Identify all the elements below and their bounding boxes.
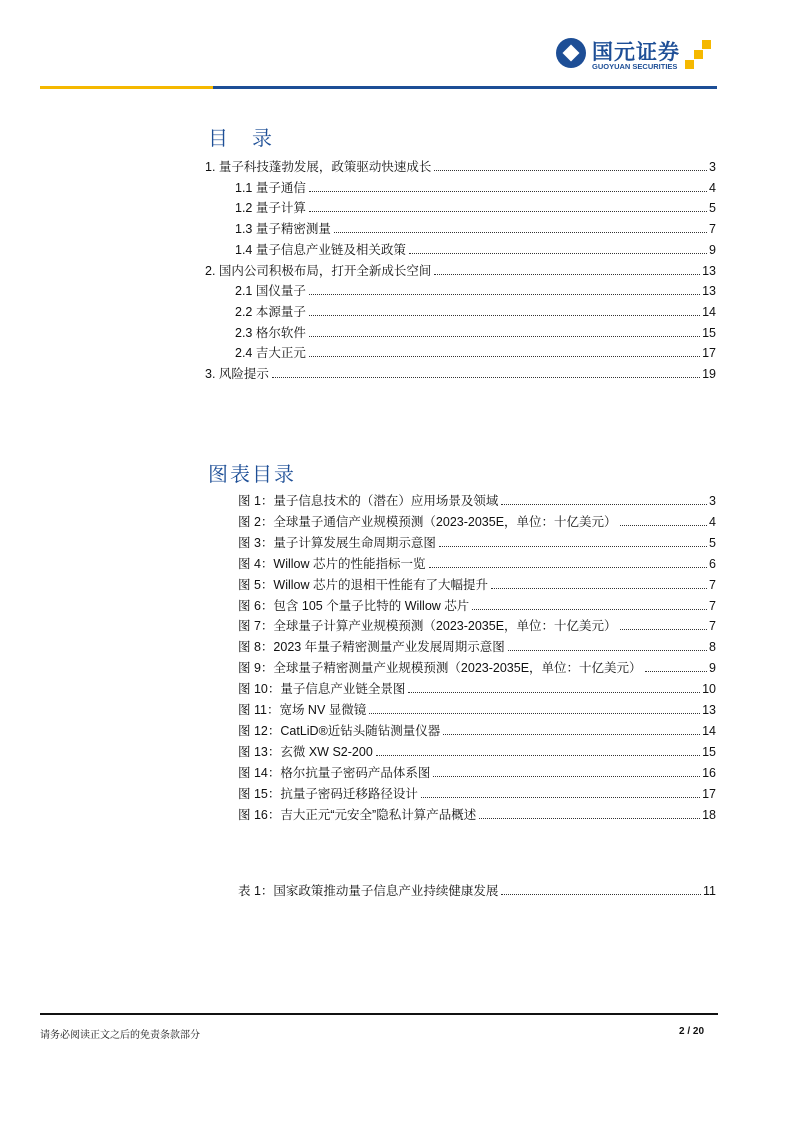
header-rule-blue	[213, 86, 717, 89]
entry-label: 2.2 本源量子	[235, 304, 306, 319]
toc-entry[interactable]	[238, 765, 716, 781]
dot-leader	[439, 546, 707, 547]
logo-square-icon	[702, 40, 711, 49]
toc-entry[interactable]	[238, 702, 716, 718]
toc-entry[interactable]	[238, 639, 716, 655]
dot-leader	[409, 253, 707, 254]
entry-page: 17	[702, 786, 716, 801]
toc-entry[interactable]	[238, 556, 716, 572]
entry-label: 1. 量子科技蓬勃发展，政策驱动快速成长	[205, 160, 432, 174]
entry-page: 15	[702, 325, 716, 340]
entry-page: 10	[702, 682, 716, 697]
toc-entry[interactable]	[238, 786, 716, 802]
dot-leader	[434, 274, 700, 275]
dot-leader	[309, 294, 700, 295]
logo-square-icon	[685, 60, 694, 69]
entry-label: 图 9：全球量子精密测量产业规模预测（2023-2035E，单位：十亿美元）	[238, 661, 642, 676]
toc-entry[interactable]	[205, 263, 716, 279]
toc-entry[interactable]	[235, 345, 716, 361]
entry-page: 14	[702, 304, 716, 319]
toc-entry[interactable]	[238, 514, 716, 530]
dot-leader	[433, 776, 700, 777]
dot-leader	[434, 170, 707, 171]
entry-label: 图 14：格尔抗量子密码产品体系图	[238, 765, 431, 780]
entry-label: 图 10：量子信息产业链全景图	[238, 682, 406, 697]
entry-label: 2.3 格尔软件	[235, 325, 306, 340]
dot-leader	[272, 377, 700, 378]
entry-label: 图 12：CatLiD®近钻头随钻测量仪器	[238, 723, 441, 738]
entry-page: 5	[709, 201, 716, 216]
entry-page: 17	[702, 346, 716, 361]
entry-page: 13	[702, 703, 716, 717]
dot-leader	[309, 191, 707, 192]
logo-cn-text: 国元证券	[592, 40, 680, 64]
entry-page: 7	[709, 619, 716, 634]
entry-page: 3	[709, 494, 716, 508]
entry-label: 图 3：量子计算发展生命周期示意图	[238, 535, 436, 550]
entry-label: 图 2：全球量子通信产业规模预测（2023-2035E，单位：十亿美元）	[238, 514, 617, 529]
toc-entry[interactable]	[235, 180, 716, 196]
entry-label: 图 7：全球量子计算产业规模预测（2023-2035E，单位：十亿美元）	[238, 619, 617, 634]
toc-entry[interactable]	[238, 807, 716, 823]
dot-leader	[501, 894, 701, 895]
dot-leader	[309, 336, 700, 337]
entry-label: 图 15：抗量子密码迁移路径设计	[238, 786, 418, 801]
entry-page: 8	[709, 640, 716, 655]
entry-page: 7	[709, 222, 716, 237]
toc-entry[interactable]	[235, 200, 716, 216]
entry-page: 6	[709, 556, 716, 571]
entry-label: 图 11：宽场 NV 显微镜	[238, 703, 367, 717]
toc-entry[interactable]	[238, 535, 716, 551]
dot-leader	[443, 734, 700, 735]
dot-leader	[309, 356, 700, 357]
entry-label: 图 16：吉大正元“元安全”隐私计算产品概述	[238, 807, 477, 822]
entry-page: 3	[709, 160, 716, 174]
dot-leader	[334, 232, 707, 233]
toc-entry[interactable]	[235, 304, 716, 320]
entry-page: 16	[702, 765, 716, 780]
toc-entry[interactable]	[235, 242, 716, 258]
dot-leader	[408, 692, 700, 693]
page-indicator: 2 / 20	[679, 1026, 705, 1037]
dot-leader	[620, 525, 708, 526]
entry-label: 图 13：玄微 XW S2-200	[238, 744, 373, 759]
dot-leader	[620, 629, 708, 630]
dot-leader	[491, 588, 707, 589]
dot-leader	[376, 755, 700, 756]
entry-page: 11	[703, 884, 716, 898]
logo-square-icon	[694, 50, 703, 59]
entry-page: 13	[702, 263, 716, 278]
entry-page: 13	[702, 284, 716, 299]
entry-label: 图 4：Willow 芯片的性能指标一览	[238, 556, 426, 571]
toc-entry[interactable]	[238, 723, 716, 739]
entry-page: 15	[702, 744, 716, 759]
footer-rule	[40, 1013, 718, 1015]
entry-label: 1.1 量子通信	[235, 180, 306, 195]
entry-page: 9	[709, 242, 716, 257]
guoyuan-logo	[556, 36, 721, 76]
entry-label: 2. 国内公司积极布局，打开全新成长空间	[205, 263, 432, 278]
toc-entry[interactable]	[238, 577, 716, 593]
toc-title: 目 录	[208, 126, 274, 150]
logo-mark-icon	[556, 38, 586, 68]
entry-page: 4	[709, 514, 716, 529]
logo-en-text: GUOYUAN SECURITIES	[592, 62, 678, 71]
entry-page: 9	[709, 661, 716, 676]
dot-leader	[309, 315, 700, 316]
toc-entry[interactable]	[238, 660, 716, 676]
toc-entry[interactable]	[238, 493, 716, 509]
entry-label: 3. 风险提示	[205, 367, 269, 381]
dot-leader	[508, 650, 707, 651]
entry-page: 7	[709, 598, 716, 613]
entry-label: 表 1：国家政策推动量子信息产业持续健康发展	[238, 884, 499, 898]
entry-label: 1.3 量子精密测量	[235, 222, 331, 237]
entry-page: 19	[702, 367, 716, 381]
toc-entry[interactable]	[238, 744, 716, 760]
toc-entry[interactable]	[205, 366, 716, 382]
dot-leader	[421, 797, 700, 798]
entry-label: 图 8：2023 年量子精密测量产业发展周期示意图	[238, 640, 505, 655]
entry-label: 2.1 国仪量子	[235, 284, 306, 299]
entry-label: 图 5：Willow 芯片的退相干性能有了大幅提升	[238, 577, 489, 592]
toc-entry[interactable]	[205, 159, 716, 175]
entry-page: 5	[709, 535, 716, 550]
toc-entry[interactable]	[238, 883, 716, 899]
entry-label: 1.2 量子计算	[235, 201, 306, 216]
entry-label: 图 6：包含 105 个量子比特的 Willow 芯片	[238, 598, 470, 613]
toc-entry[interactable]	[238, 598, 716, 614]
footer-disclaimer: 请务必阅读正文之后的免责条款部分	[40, 1030, 200, 1041]
toc-entry[interactable]	[235, 325, 716, 341]
toc-entry[interactable]	[238, 681, 716, 697]
dot-leader	[429, 567, 708, 568]
dot-leader	[501, 504, 707, 505]
entry-page: 7	[709, 577, 716, 592]
dot-leader	[479, 818, 700, 819]
dot-leader	[472, 609, 707, 610]
entry-label: 图 1：量子信息技术的（潜在）应用场景及领域	[238, 494, 499, 508]
figures-title: 图表目录	[208, 462, 296, 486]
dot-leader	[309, 211, 707, 212]
entry-page: 4	[709, 180, 716, 195]
entry-page: 18	[702, 807, 716, 822]
dot-leader	[369, 713, 700, 714]
entry-page: 14	[702, 723, 716, 738]
entry-label: 1.4 量子信息产业链及相关政策	[235, 242, 406, 257]
dot-leader	[645, 671, 708, 672]
toc-entry[interactable]	[238, 618, 716, 634]
header-rule-gold	[40, 86, 213, 89]
toc-entry[interactable]	[235, 283, 716, 299]
toc-entry[interactable]	[235, 221, 716, 237]
entry-label: 2.4 吉大正元	[235, 346, 306, 361]
